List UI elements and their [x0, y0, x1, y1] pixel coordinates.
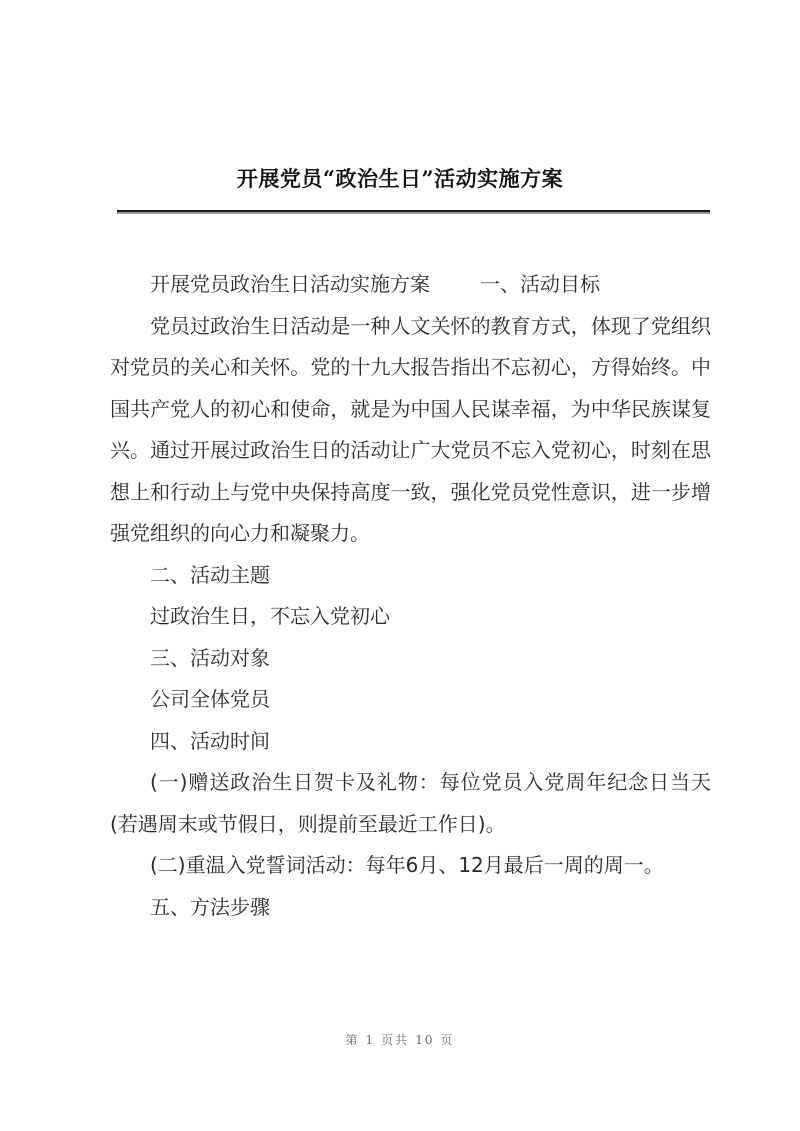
- footer-current-page: 1: [365, 1033, 376, 1047]
- document-body: [110, 264, 711, 928]
- footer-prefix: 第: [345, 1033, 360, 1047]
- footer-middle: 页共: [381, 1033, 410, 1047]
- title-divider: [117, 210, 710, 212]
- intro-lead: 开展党员政治生日活动实施方案: [150, 272, 430, 296]
- section-heading-steps: 五、方法步骤: [150, 894, 270, 919]
- footer-total-pages: 10: [415, 1033, 435, 1047]
- section-heading-time: 四、活动时间: [150, 728, 270, 753]
- page-footer: [0, 1031, 800, 1048]
- paragraph-theme: 过政治生日，不忘入党初心: [150, 604, 390, 628]
- paragraph-time-2: (二)重温入党誓词活动：每年6月、12月最后一周的周一。: [150, 853, 664, 877]
- document-title: 开展党员“政治生日”活动实施方案: [236, 166, 564, 191]
- section-heading-target: 三、活动对象: [150, 645, 270, 670]
- section-heading-goal: 一、活动目标: [480, 272, 600, 296]
- footer-suffix: 页: [440, 1033, 455, 1047]
- section-heading-theme: 二、活动主题: [150, 562, 270, 587]
- paragraph-target: 公司全体党员: [150, 687, 270, 711]
- paragraph-goal-body: 党员过政治生日活动是一种人文关怀的教育方式，体现了党组织对党员的关心和关怀。党的十九大报告指出不忘初心，方得始终。中国共产党人的初心和使命，就是为中国人民谋幸福，为中华民族谋复兴。通过开展过政治生日的活动让广大党员不忘入党初心，时刻在思想上和行动上与党中央保持高度一致，强化党员党性意识，进一步增强党组织的向心力和凝聚力。: [110, 313, 711, 545]
- paragraph-intro: [110, 264, 711, 306]
- paragraph-time-1: (一)赠送政治生日贺卡及礼物：每位党员入党周年纪念日当天(若遇周末或节假日，则提前至最近工作日)。: [110, 770, 711, 836]
